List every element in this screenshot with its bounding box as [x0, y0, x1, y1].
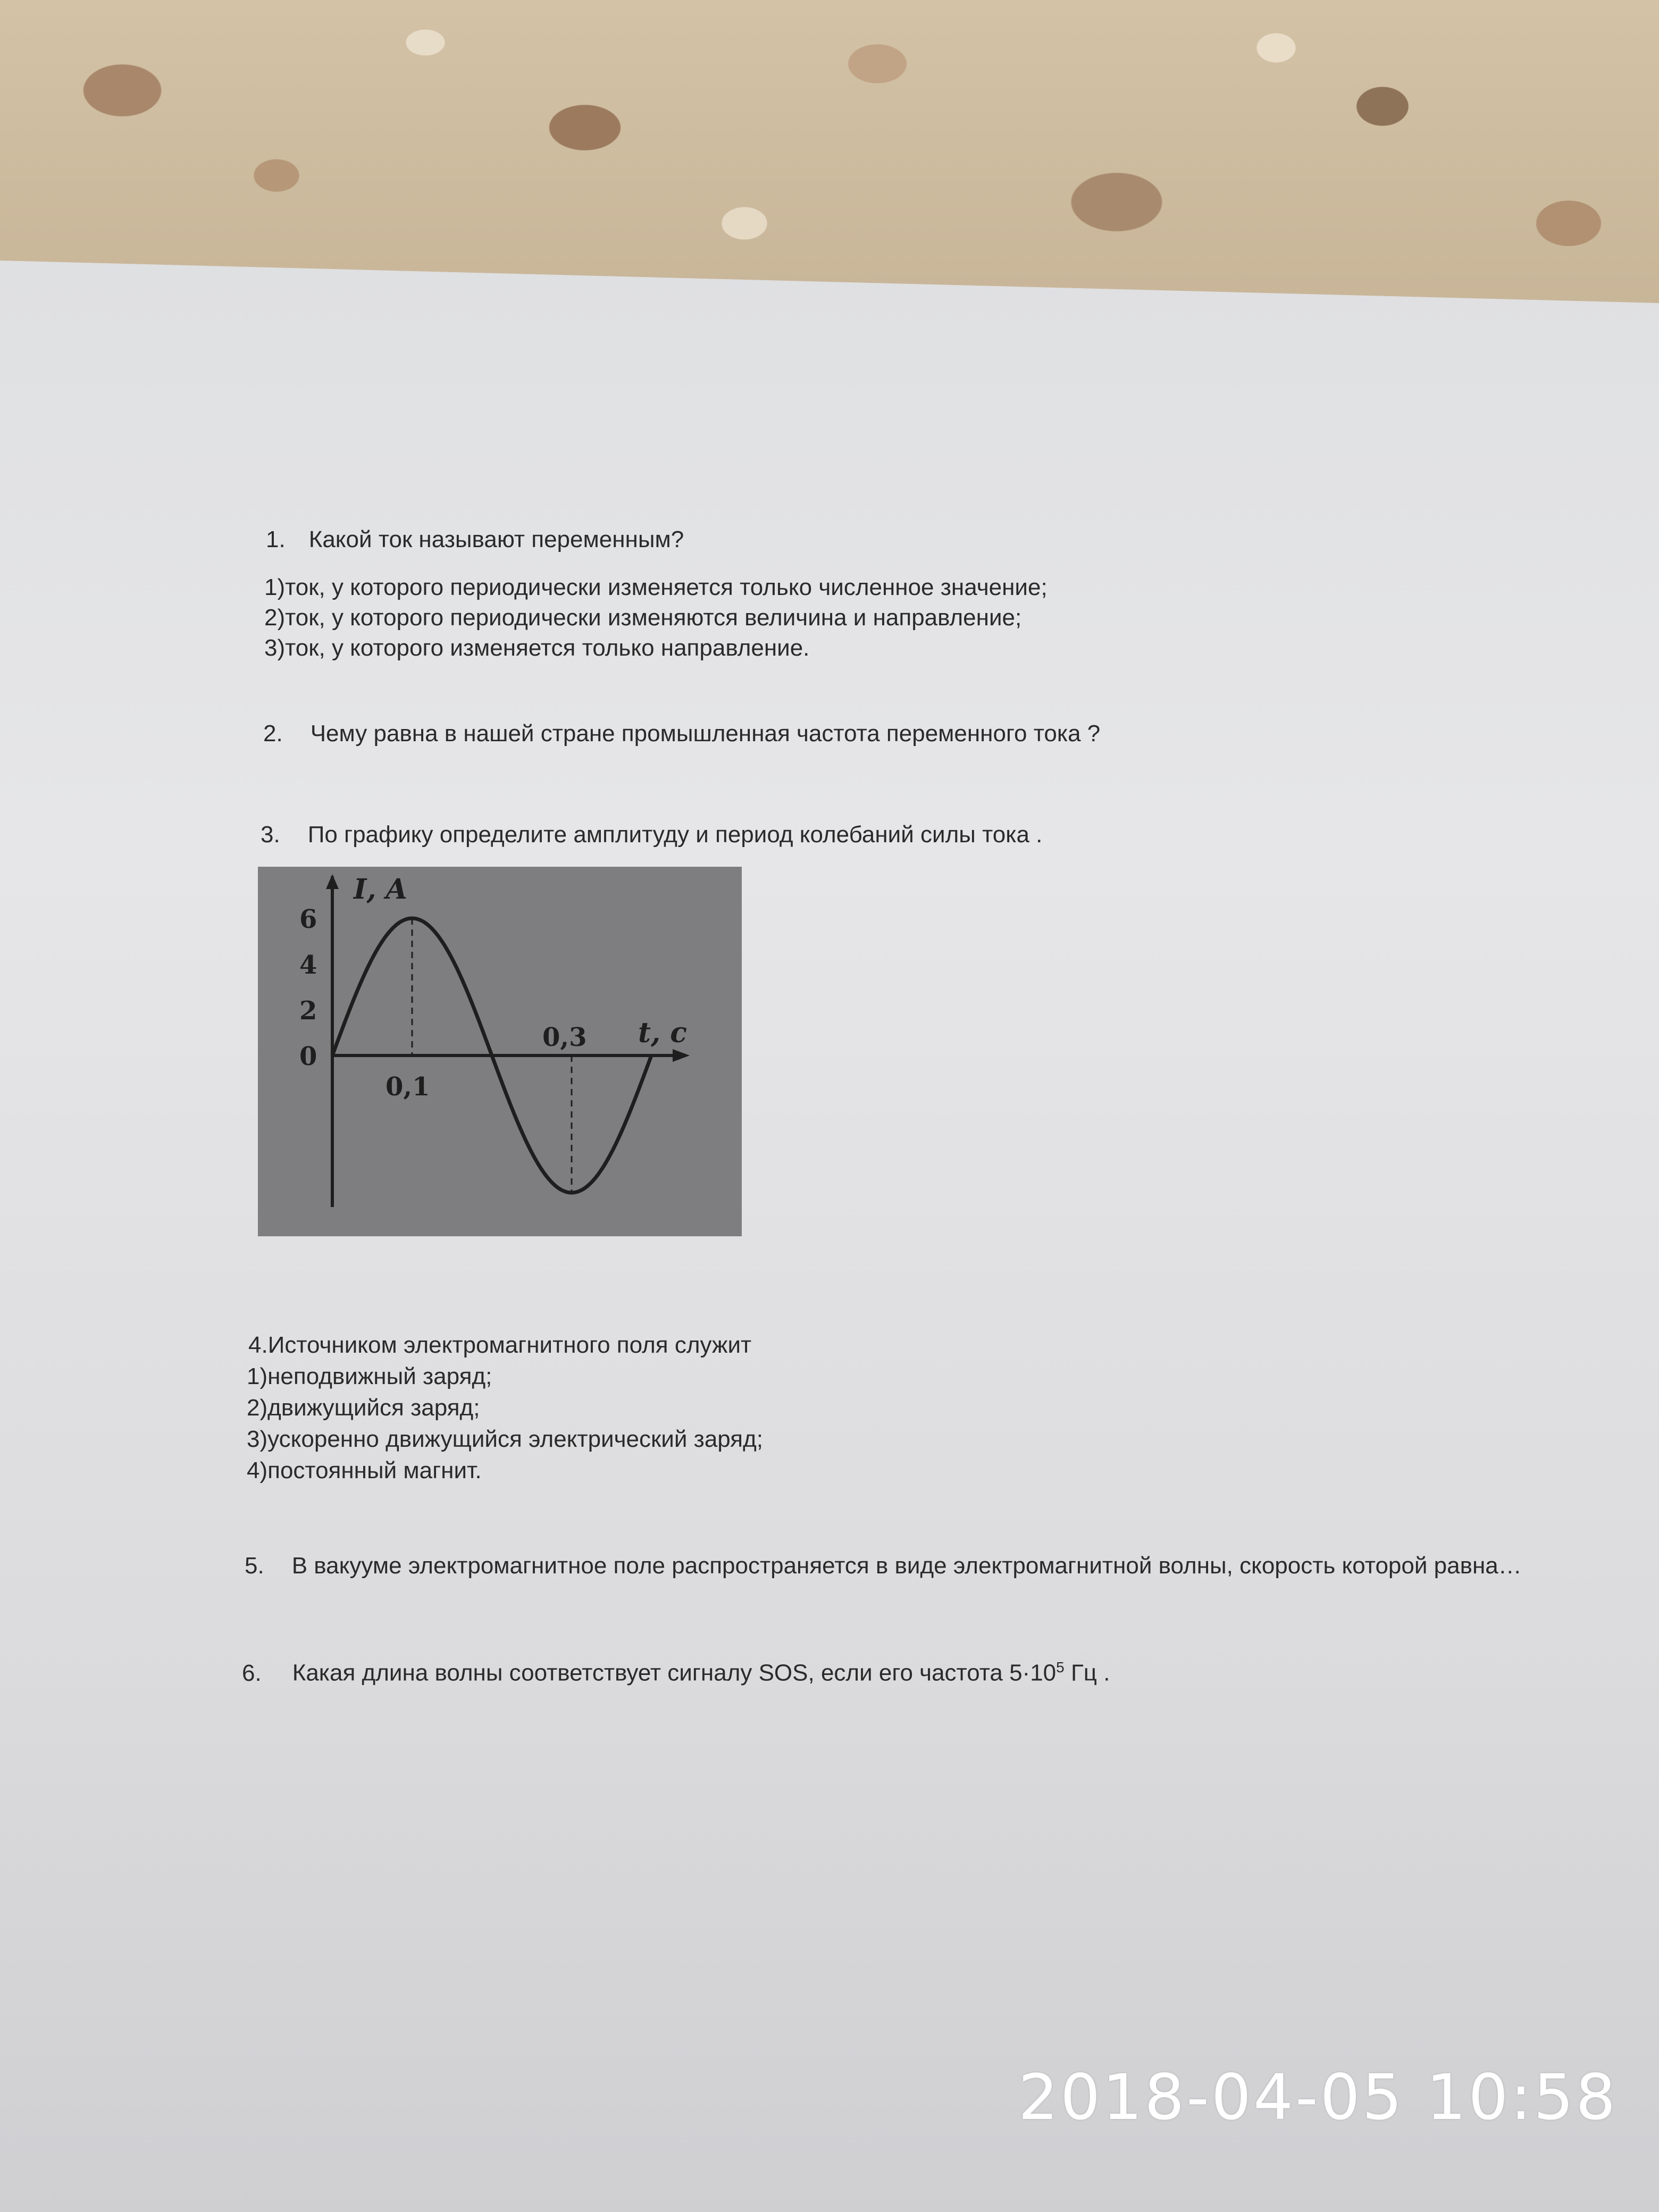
current-graph: [258, 867, 742, 1236]
q6-title: [242, 1659, 1110, 1687]
q2-title: [263, 720, 1100, 747]
q2-number: 2.: [263, 720, 283, 747]
q1-option-2: 2)ток, у которого периодически изменяются величина и направление;: [264, 605, 1022, 631]
y-tick-label: 4: [299, 950, 317, 980]
q3-question: По графику определите амплитуду и период колебаний силы тока .: [307, 822, 1043, 848]
q4-option-3: 3)ускоренно движущийся электрический заряд;: [247, 1426, 763, 1452]
x-axis-label: t, c: [638, 1017, 687, 1049]
x-axis-arrow: [673, 1049, 690, 1062]
y-tick-label: 6: [299, 904, 317, 934]
q6-dot: ·: [1022, 1660, 1030, 1686]
q2-question: Чему равна в нашей стране промышленная частота переменного тока ?: [310, 720, 1101, 747]
q4-option-2: 2)движущийся заряд;: [247, 1395, 480, 1421]
q5-title: [245, 1553, 1522, 1579]
q1-title: [266, 526, 684, 553]
y-tick-label: 2: [299, 996, 317, 1026]
q1-question: Какой ток называют переменным?: [308, 526, 684, 552]
photo-timestamp: 2018-04-05 10:58: [1018, 2060, 1618, 2134]
x-tick-label: 0,1: [386, 1072, 430, 1102]
q6-base: 10: [1030, 1660, 1057, 1686]
q6-number: 6.: [242, 1660, 262, 1686]
q1-option-3: 3)ток, у которого изменяется только направление.: [264, 635, 810, 661]
q5-question: В вакууме электромагнитное поле распространяется в виде электромагнитной волны, скорость которой равна…: [291, 1553, 1522, 1579]
x-tick-label: 0,3: [542, 1023, 587, 1052]
y-tick-label: 0: [299, 1042, 317, 1071]
q4-option-4: 4)постоянный магнит.: [247, 1457, 482, 1484]
q3-number: 3.: [261, 822, 280, 848]
q6-exponent: 5: [1056, 1659, 1065, 1675]
y-axis-arrow: [326, 874, 339, 889]
q1-number: 1.: [266, 526, 286, 552]
q6-question-end: Гц .: [1064, 1660, 1110, 1686]
q3-title: [261, 822, 1042, 848]
q4-title: 4.Источником электромагнитного поля служит: [248, 1332, 752, 1358]
y-axis-label: I, A: [354, 873, 407, 906]
paper-sheet: [0, 261, 1659, 2212]
q4-option-1: 1)неподвижный заряд;: [247, 1363, 492, 1389]
q5-number: 5.: [245, 1553, 264, 1579]
current-graph-svg: [258, 867, 742, 1236]
q1-option-1: 1)ток, у которого периодически изменяется только численное значение;: [264, 574, 1048, 600]
q6-question: Какая длина волны соответствует сигналу SOS, если его частота 5: [292, 1660, 1023, 1686]
